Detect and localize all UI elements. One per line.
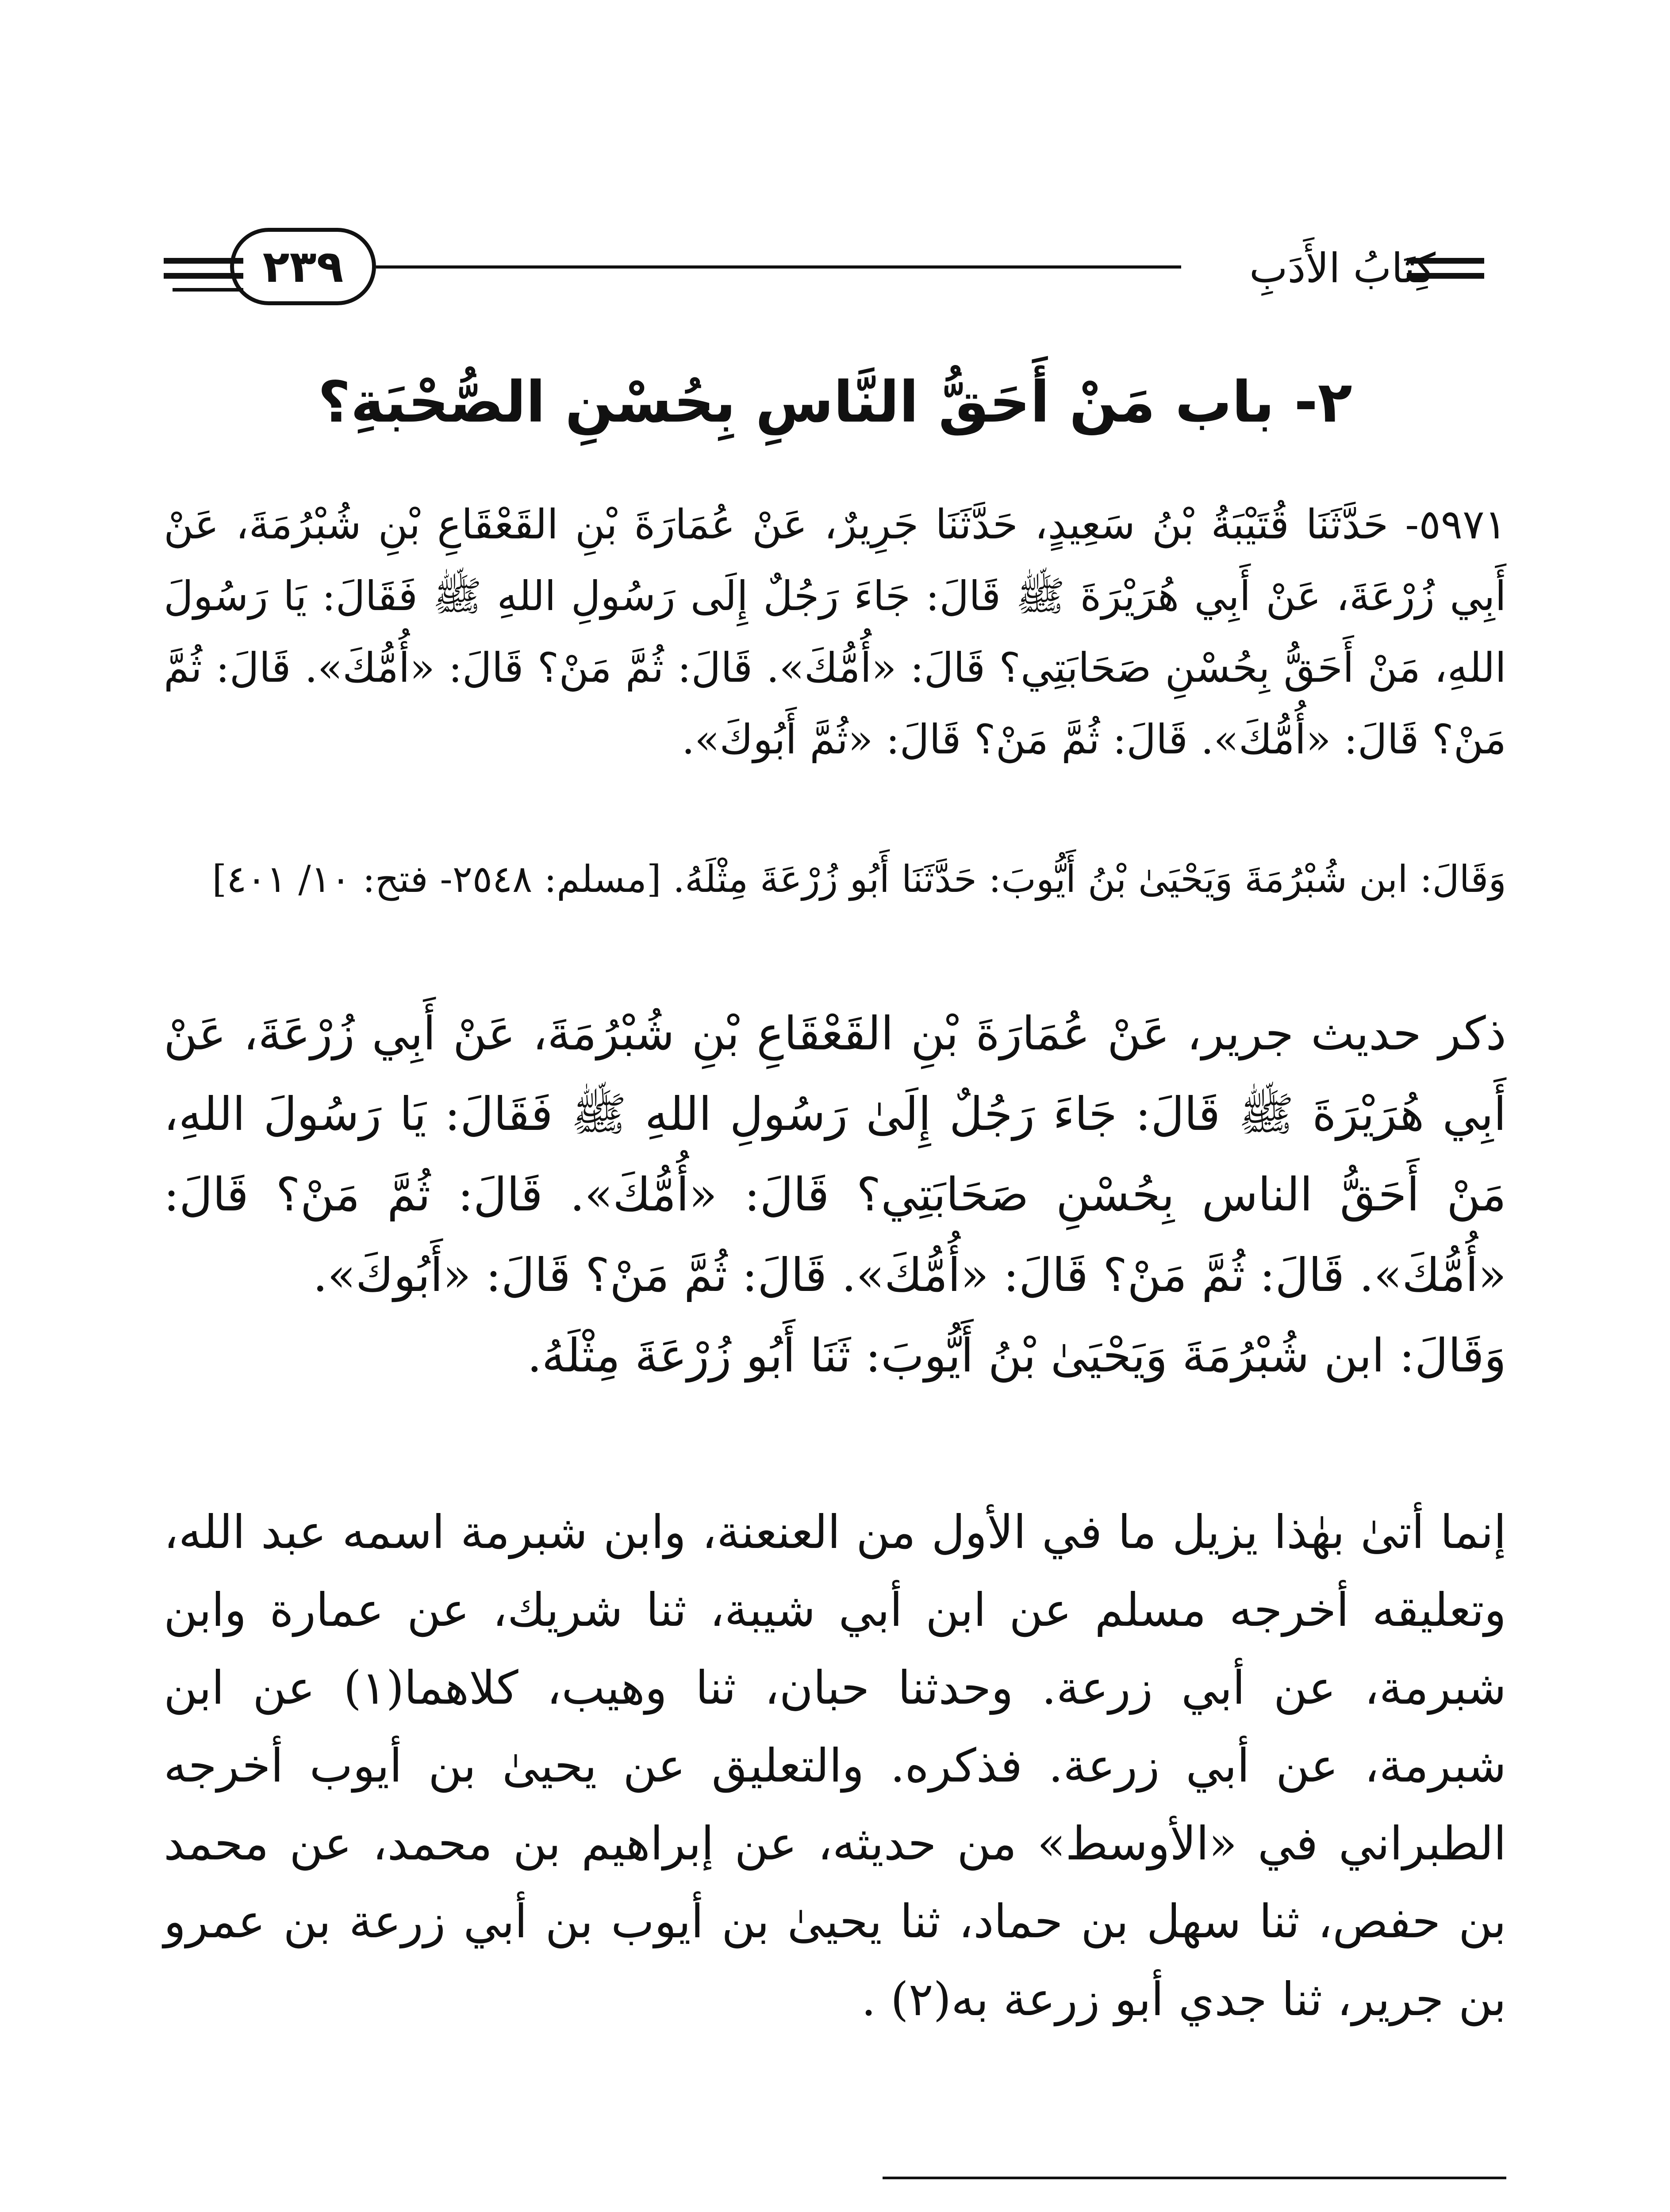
page-number-badge — [230, 228, 376, 305]
header-ornament-line — [1407, 258, 1484, 264]
footnote-text — [164, 2205, 1431, 2212]
hadith-body: ٥٩٧١- حَدَّثَنَا قُتَيْبَةُ بْنُ سَعِيدٍ، حَدَّثَنَا جَرِيرٌ، عَنْ عُمَارَةَ بْنِ القَعْقَاعِ بْنِ شُبْرُمَةَ، عَنْ أَبِي زُرْعَةَ، عَنْ أَبِي هُرَيْرَةَ ﷺ قَالَ: جَاءَ رَجُلٌ إِلَى رَسُولِ اللهِ ﷺ فَقَالَ: يَا رَسُولَ اللهِ، مَنْ أَحَقُّ بِحُسْنِ صَحَابَتِي؟ قَالَ: «أُمُّكَ». قَالَ: ثُمَّ مَنْ؟ قَالَ: «أُمُّكَ». قَالَ: ثُمَّ مَنْ؟ قَالَ: «أُمُّكَ». قَالَ: ثُمَّ مَنْ؟ قَالَ: «ثُمَّ أَبُوكَ». — [164, 501, 1506, 763]
footnote — [164, 2205, 1506, 2212]
running-header-title: كِتَابُ الأَدَبِ — [1249, 245, 1436, 292]
hadith-addendum: وَقَالَ: ابن شُبْرُمَةَ وَيَحْيَىٰ بْنُ أَيُّوبَ: حَدَّثَنَا أَبُو زُرْعَةَ مِثْلَهُ. [مسلم: ٢٥٤٨- فتح: ١٠/ ٤٠١] — [212, 857, 1506, 901]
hadith-text — [164, 489, 1506, 776]
commentary-body: إنما أتىٰ بهٰذا يزيل ما في الأول من العنعنة، وابن شبرمة اسمه عبد الله، وتعليقه أخرجه مسلم عن ابن أبي شيبة، ثنا شريك، عن عمارة وابن شبرمة، عن أبي زرعة. وحدثنا حبان، ثنا وهيب، كلاهما(١) عن ابن شبرمة، عن أبي زرعة. فذكره. والتعليق عن يحيىٰ بن أيوب أخرجه الطبراني في «الأوسط» من حديثه، عن إبراهيم بن محمد، عن محمد بن حفص، ثنا سهل بن حماد، ثنا يحيىٰ بن أيوب بن أبي زرعة بن عمرو بن جرير، ثنا جدي أبو زرعة به(٢) . — [164, 1505, 1507, 2026]
header-ornament-line — [173, 288, 243, 292]
footnote-number — [1431, 2205, 1506, 2212]
chapter-title: ٢- باب مَنْ أَحَقُّ النَّاسِ بِحُسْنِ الصُّحْبَةِ؟ — [318, 369, 1352, 435]
header-rule — [376, 265, 1181, 269]
quoted-hadith-body: ذكر حديث جرير، عَنْ عُمَارَةَ بْنِ القَعْقَاعِ بْنِ شُبْرُمَةَ، عَنْ أَبِي زُرْعَةَ، عَنْ أَبِي هُرَيْرَةَ ﷺ قَالَ: جَاءَ رَجُلٌ إِلَىٰ رَسُولِ اللهِ ﷺ فَقَالَ: يَا رَسُولَ اللهِ، مَنْ أَحَقُّ الناس بِحُسْنِ صَحَابَتِي؟ قَالَ: «أُمُّكَ». قَالَ: ثُمَّ مَنْ؟ قَالَ: «أُمُّكَ». قَالَ: ثُمَّ مَنْ؟ قَالَ: «أُمُّكَ». قَالَ: ثُمَّ مَنْ؟ قَالَ: «أَبُوكَ». — [164, 1006, 1506, 1302]
commentary — [164, 1493, 1506, 2038]
hadith-addendum-block — [164, 847, 1506, 911]
footnote-separator — [883, 2177, 1506, 2179]
header-ornament-line — [1407, 273, 1484, 279]
page-number: ٢٣٩ — [262, 241, 344, 292]
quoted-hadith — [164, 993, 1506, 1396]
quoted-hadith-addendum: وَقَالَ: ابن شُبْرُمَةَ وَيَحْيَىٰ بْنُ أَيُّوبَ: ثَنَا أَبُو زُرْعَةَ مِثْلَهُ. — [527, 1329, 1506, 1382]
footnotes — [164, 2205, 1506, 2212]
